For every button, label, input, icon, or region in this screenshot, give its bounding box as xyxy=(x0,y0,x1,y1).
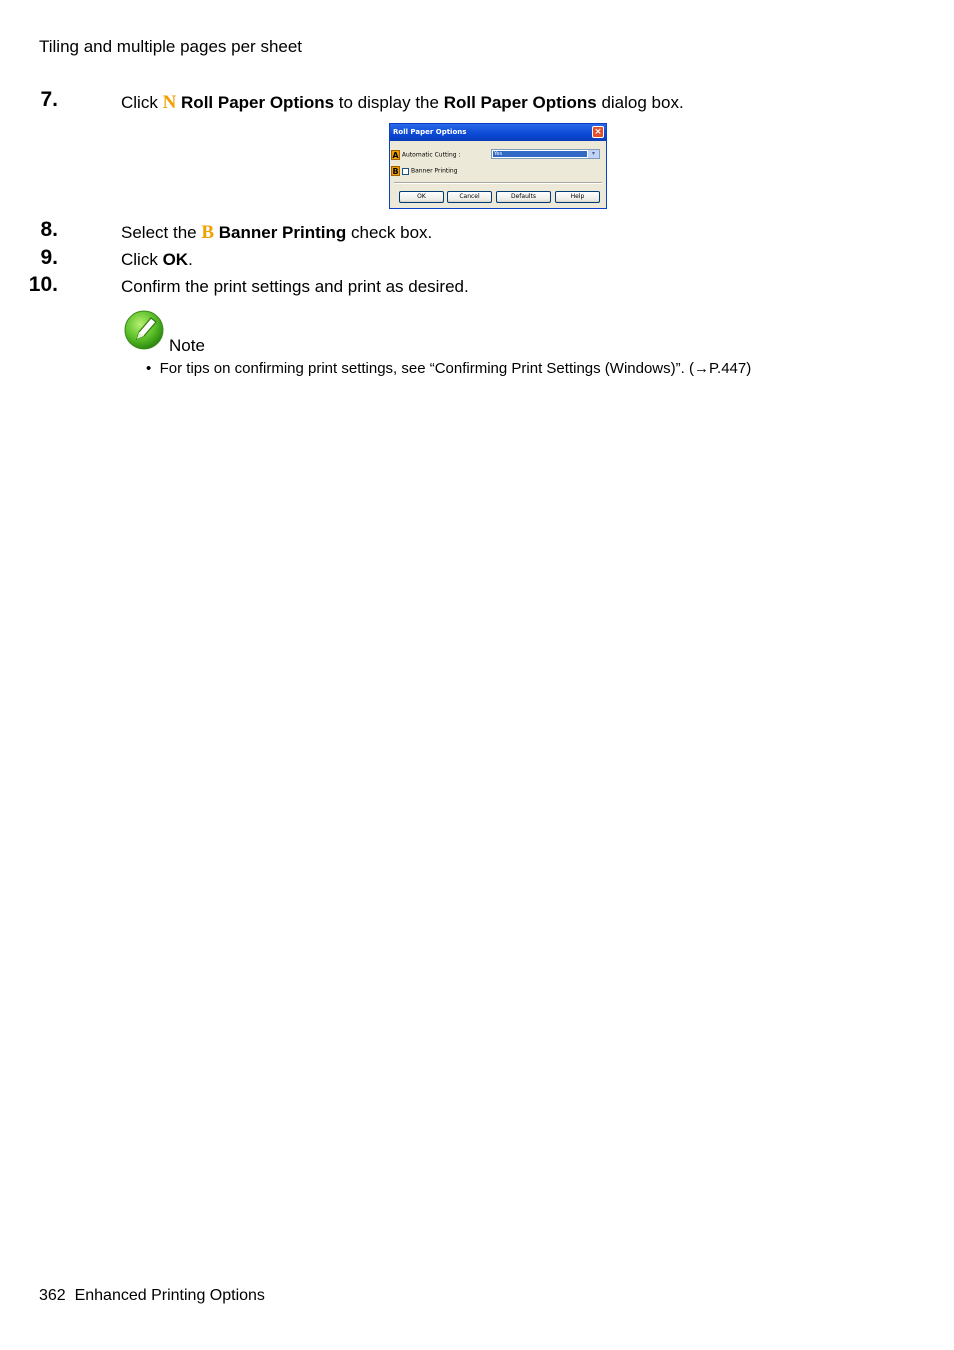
step-bold-term-2: Roll Paper Options xyxy=(443,93,597,112)
note-item xyxy=(146,360,751,377)
step-prefix: Click xyxy=(121,250,163,269)
note-item-text: For tips on confirming print settings, see “Confirming Print Settings (Windows)”. (→P.447) xyxy=(159,360,752,377)
defaults-button[interactable]: Defaults xyxy=(496,191,551,203)
step-bold-term: Roll Paper Options xyxy=(181,93,335,112)
banner-printing-row xyxy=(391,166,458,176)
page-footer: 362 Enhanced Printing Options xyxy=(39,1287,265,1304)
note-label: Note xyxy=(169,336,205,355)
step-text xyxy=(121,222,432,244)
automatic-cutting-row xyxy=(391,150,461,160)
cancel-button[interactable]: Cancel xyxy=(447,191,492,203)
roll-paper-options-dialog xyxy=(389,123,607,209)
step-suffix: . xyxy=(188,250,193,269)
dialog-separator xyxy=(394,182,602,184)
step-text: Confirm the print settings and print as desired. xyxy=(121,277,469,296)
help-button[interactable]: Help xyxy=(555,191,600,203)
step-suffix: dialog box. xyxy=(596,93,684,112)
step-number: 9. xyxy=(40,246,58,269)
dialog-title: Roll Paper Options xyxy=(393,128,467,136)
marker-n-icon: N xyxy=(162,92,177,113)
ok-button[interactable]: OK xyxy=(399,191,444,203)
step-suffix: check box. xyxy=(346,223,433,242)
step-number: 7. xyxy=(40,88,58,111)
step-bold-term: Banner Printing xyxy=(218,223,347,242)
step-prefix: Select the xyxy=(121,223,202,242)
banner-printing-label: Banner Printing xyxy=(411,167,458,175)
close-icon[interactable]: × xyxy=(592,126,604,138)
badge-b-icon: B xyxy=(392,167,399,176)
dialog-title-bar xyxy=(390,124,606,141)
badge-a-icon: A xyxy=(392,151,399,160)
select-value: Yes xyxy=(493,151,587,157)
step-bold-term: OK xyxy=(162,250,189,269)
automatic-cutting-select[interactable] xyxy=(491,149,600,159)
step-middle: to display the xyxy=(334,93,444,112)
bullet: • xyxy=(146,360,152,377)
banner-printing-checkbox[interactable] xyxy=(402,168,409,175)
step-number: 10. xyxy=(28,273,58,296)
page-header: Tiling and multiple pages per sheet xyxy=(39,37,303,56)
step-number: 8. xyxy=(40,218,58,241)
marker-b-icon: B xyxy=(201,222,215,243)
step-prefix: Click xyxy=(121,93,163,112)
step-text xyxy=(121,92,684,114)
step-text xyxy=(121,250,193,270)
chevron-down-icon[interactable]: ▾ xyxy=(588,150,599,158)
automatic-cutting-label: Automatic Cutting : xyxy=(401,151,461,159)
note-pencil-icon xyxy=(124,310,164,350)
